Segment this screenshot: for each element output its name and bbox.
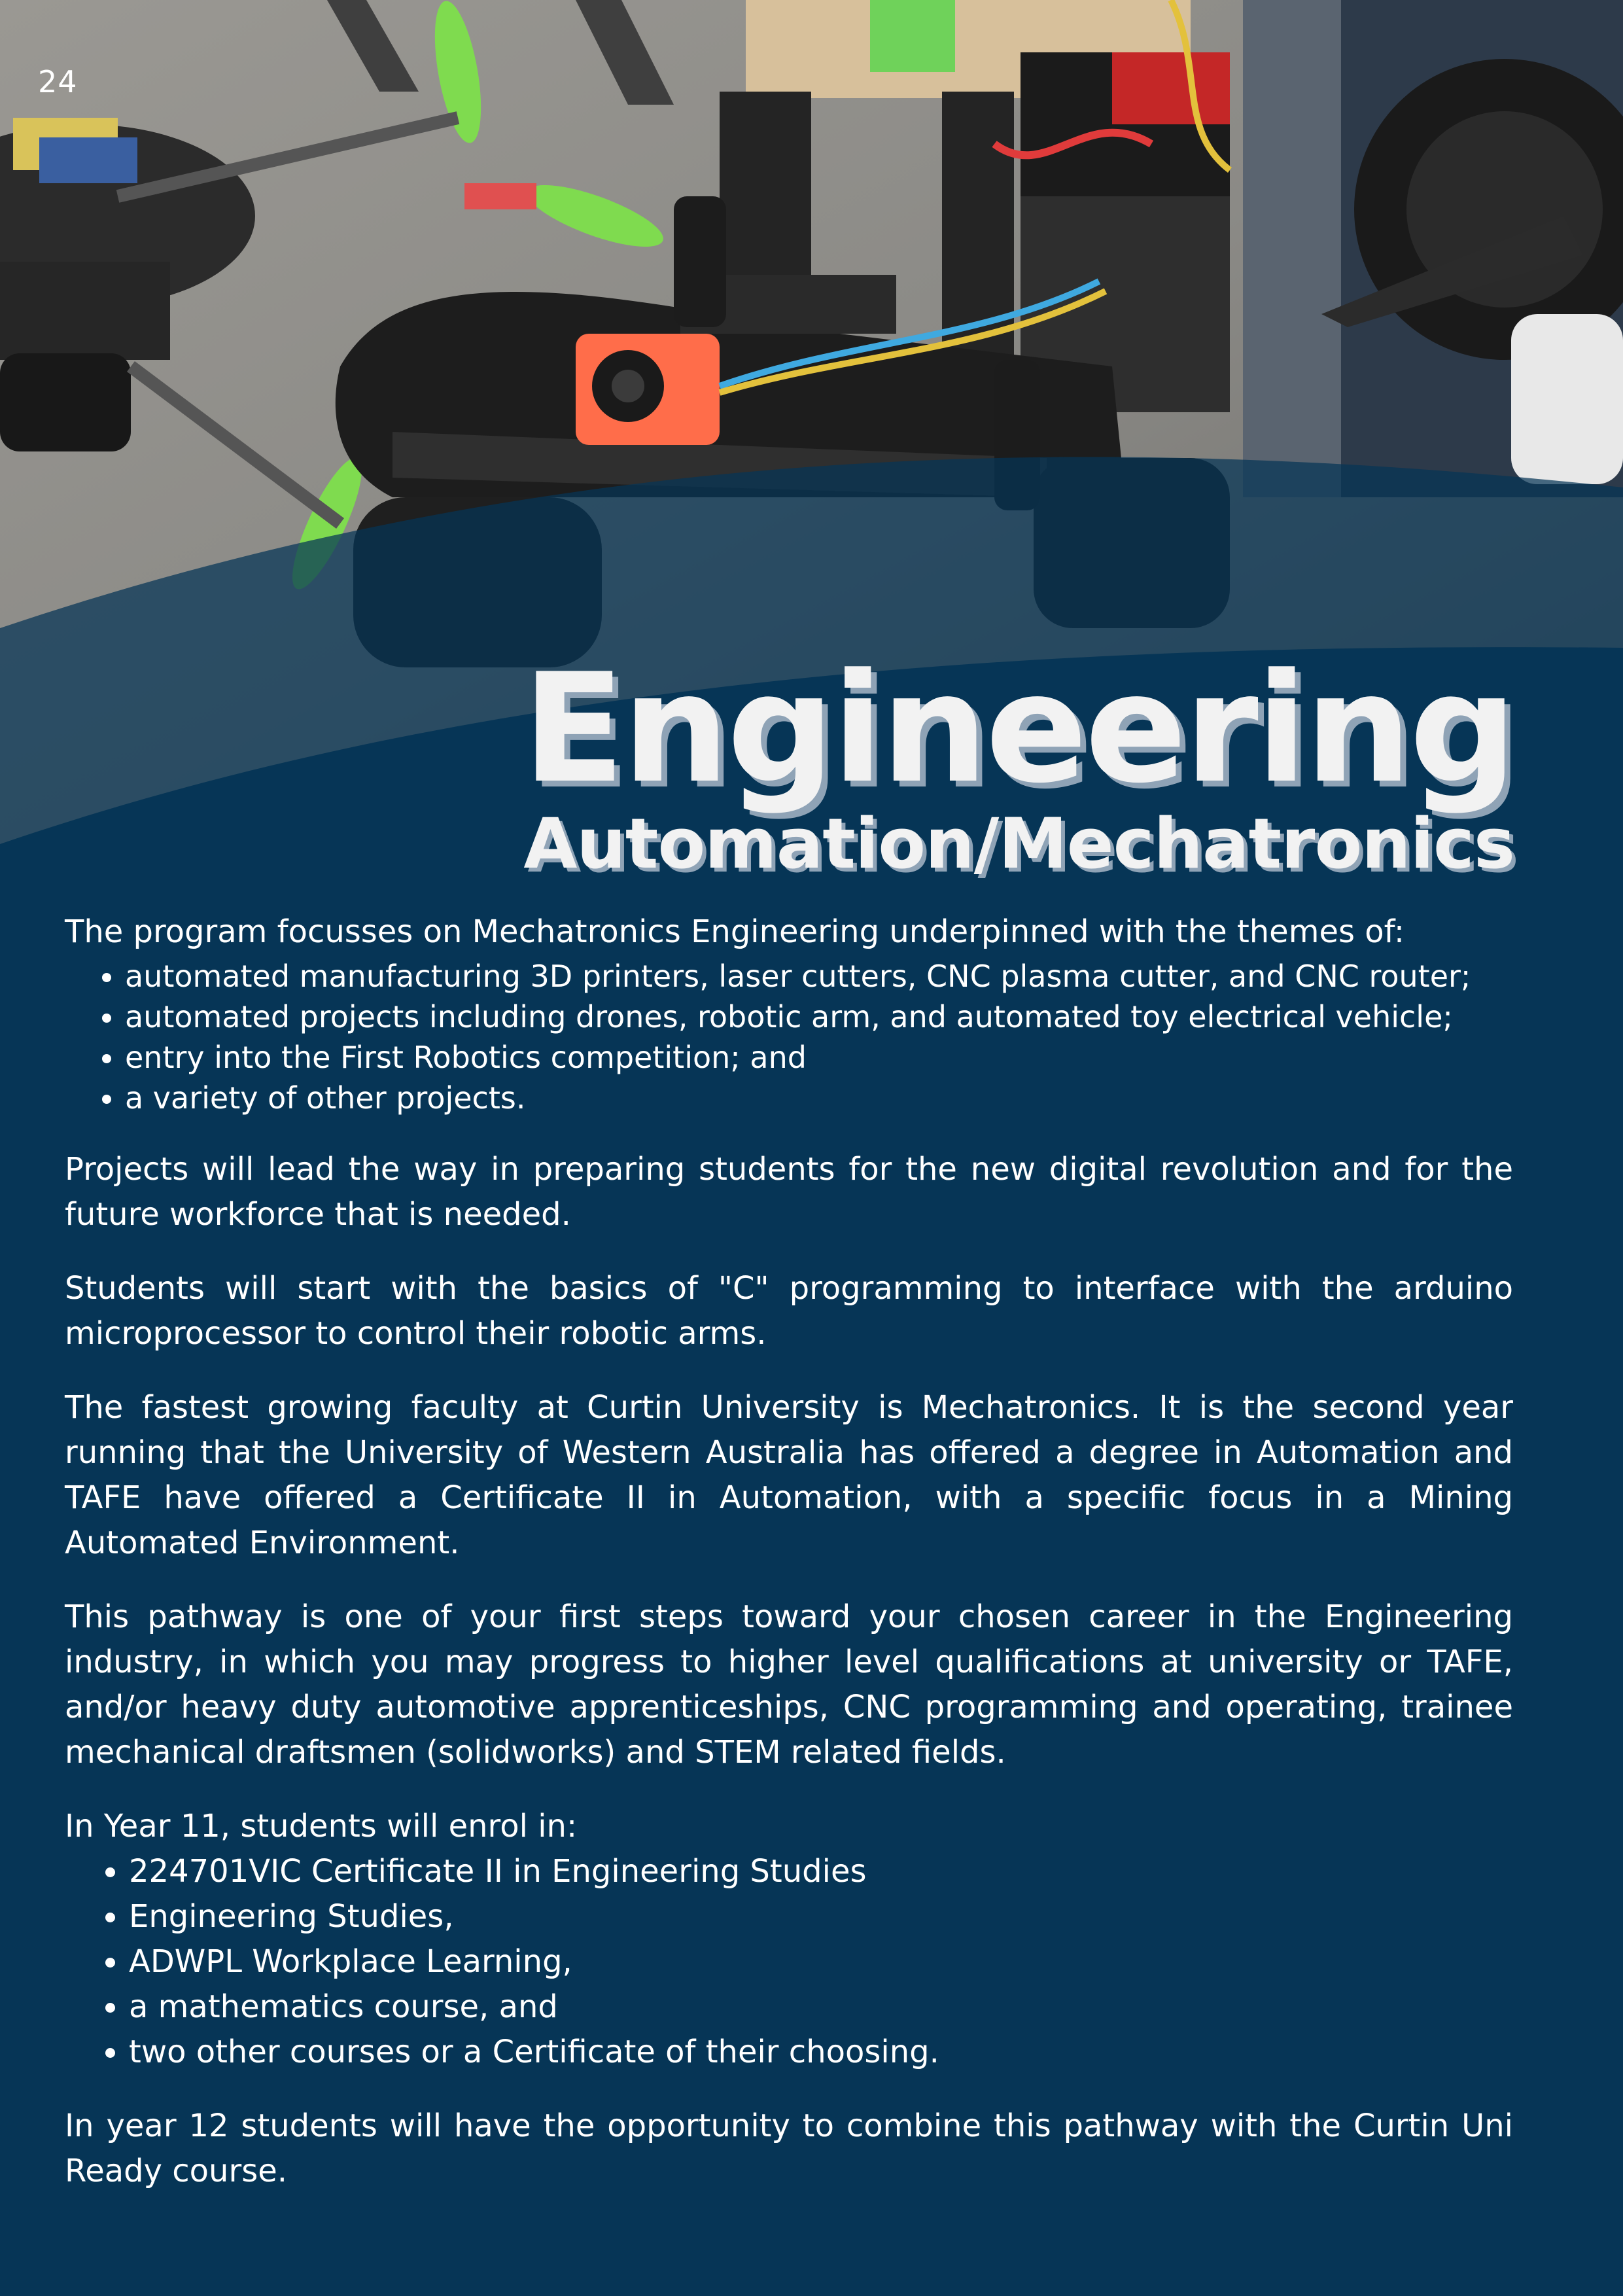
page-title: Engineering: [522, 642, 1514, 817]
list-item: • a variety of other projects.: [125, 1078, 1513, 1118]
year11-courses-list: [65, 1849, 1513, 2075]
pathway-paragraph: This pathway is one of your first steps toward your chosen career in the Engineering industry, in which you may progress to higher level qualifications at university or TAFE, and/or heavy duty automotive apprenticeships, CNC programming and operating, trainee mechanical draftsmen (solidworks) and STEM related fields.: [65, 1598, 1513, 1771]
list-item: • automated projects including drones, robotic arm, and automated toy electrical vehicle;: [125, 997, 1513, 1037]
list-item: • two other courses or a Certificate of their choosing.: [129, 2030, 1513, 2075]
intro-paragraph: The program focusses on Mechatronics Engineering underpinned with the themes of:: [65, 913, 1405, 950]
body-content: [65, 910, 1513, 2194]
list-item: • entry into the First Robotics competition; and: [125, 1037, 1513, 1078]
year12-paragraph: In year 12 students will have the opportunity to combine this pathway with the Curtin Uni Ready course.: [65, 2108, 1513, 2189]
list-item: • automated manufacturing 3D printers, laser cutters, CNC plasma cutter, and CNC router;: [125, 956, 1513, 997]
year11-intro: In Year 11, students will enrol in:: [65, 1808, 578, 1845]
themes-list: [65, 956, 1513, 1118]
list-item: • 224701VIC Certificate II in Engineering Studies: [129, 1849, 1513, 1894]
curtin-paragraph: The fastest growing faculty at Curtin University is Mechatronics. It is the second year running that the University of Western Australia has offered a degree in Automation and TAFE have offered a Certificate II in Automation, with a specific focus in a Mining Automated Environment.: [65, 1389, 1513, 1561]
programming-paragraph: Students will start with the basics of "C" programming to interface with the arduino microprocessor to control their robotic arms.: [65, 1270, 1513, 1352]
projects-paragraph: Projects will lead the way in preparing students for the new digital revolution and for the future workforce that is needed.: [65, 1151, 1513, 1233]
list-item: • a mathematics course, and: [129, 1985, 1513, 2030]
list-item: • ADWPL Workplace Learning,: [129, 1939, 1513, 1985]
page-number: 24: [38, 64, 78, 99]
list-item: • Engineering Studies,: [129, 1894, 1513, 1939]
page-subtitle: Automation/Mechatronics: [523, 804, 1514, 884]
